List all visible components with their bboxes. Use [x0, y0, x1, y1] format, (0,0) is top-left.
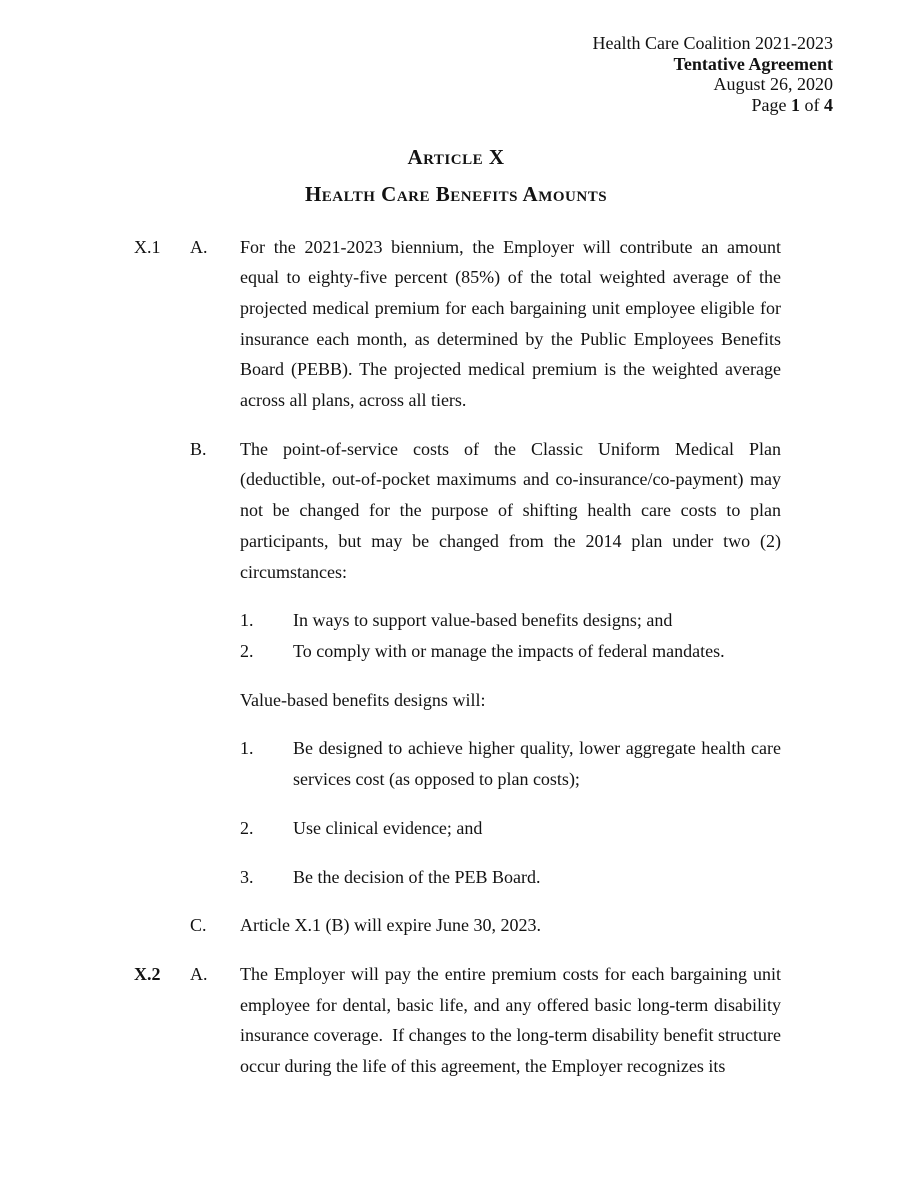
list-item: [240, 733, 786, 794]
section-number-x2: X.2: [134, 963, 161, 984]
list-item-number: 3.: [240, 866, 254, 887]
section-row-x1-b-list: [134, 605, 912, 666]
header-document-type: Tentative Agreement: [673, 53, 833, 74]
page-total: 4: [824, 94, 833, 115]
numbered-list: [240, 733, 786, 794]
spacer-cell: [134, 733, 190, 794]
list-item-number: 1.: [240, 738, 254, 759]
header-date: August 26, 2020: [713, 74, 833, 95]
list-item-number: 2.: [240, 817, 254, 838]
item-letter-x1-c: C.: [190, 915, 207, 936]
document-subject-title: Health Care Benefits Amounts: [304, 181, 608, 206]
section-row-x1-c: [134, 910, 912, 941]
header-organization: Health Care Coalition 2021-2023: [592, 33, 833, 53]
list-item: [240, 862, 781, 893]
list-item-number: 2.: [240, 641, 254, 661]
spacer-cell: [134, 605, 190, 666]
item-letter-x1-a: A.: [190, 236, 208, 257]
spacer-cell: [190, 605, 240, 666]
paragraph-x1-b: The point-of-service costs of the Classic Uniform Medical Plan (deductible, out-of-pocket maximums and co-insurance/co-payment) may not be changed for the purpose of shifting health care costs to plan participants, but may be changed from the 2014 plan under two (2) circumstances:: [240, 438, 786, 582]
spacer-cell: [190, 813, 240, 844]
document-body: [0, 232, 912, 1082]
paragraph-x1-c: Article X.1 (B) will expire June 30, 2023.: [240, 915, 541, 936]
list-item-number: 1.: [240, 610, 254, 631]
section-row-x1-a: [134, 232, 912, 416]
header-page-info: [0, 95, 833, 116]
spacer-cell: [190, 685, 240, 716]
title-block: [0, 139, 912, 212]
page-number: 1: [791, 94, 800, 115]
numbered-list: [240, 605, 781, 666]
list-item: [240, 636, 781, 667]
spacer-cell: [134, 910, 190, 941]
section-row-value-based-1: [134, 733, 912, 794]
item-letter-x1-b: B.: [190, 438, 207, 459]
numbered-list: [240, 813, 781, 844]
page-header: [0, 33, 833, 115]
spacer-cell: [190, 862, 240, 893]
item-letter-x2-a: A.: [190, 963, 208, 984]
of-word: of: [804, 94, 820, 115]
numbered-list: [240, 862, 781, 893]
section-row-x1-b: [134, 434, 912, 588]
spacer-cell: [134, 685, 190, 716]
list-item-text: Be the decision of the PEB Board.: [293, 866, 541, 887]
spacer-cell: [134, 434, 190, 588]
spacer-cell: [190, 733, 240, 794]
article-title: Article X: [407, 145, 505, 170]
section-number-x1: X.1: [134, 236, 161, 257]
spacer-cell: [134, 862, 190, 893]
list-item-text: Be designed to achieve higher quality, lower aggregate health care services cost (as opposed to plan costs);: [293, 738, 786, 790]
spacer-cell: [134, 813, 190, 844]
section-row-value-based-3: [134, 862, 912, 893]
paragraph-value-based-intro: Value-based benefits designs will:: [240, 689, 486, 710]
section-row-value-based-2: [134, 813, 912, 844]
list-item: [240, 605, 781, 636]
list-item-text: To comply with or manage the impacts of federal mandates.: [293, 641, 725, 661]
section-row-x2-a: [134, 959, 912, 1082]
paragraph-x1-a: For the 2021-2023 biennium, the Employer will contribute an amount equal to eighty-five percent (85%) of the total weighted average of the projected medical premium for each bargaining unit employee eligible for insurance each month, as determined by the Public Employees Benefits Board (PEBB). The projected medical premium is the weighted average across all plans, across all tiers.: [240, 236, 786, 411]
page-word: Page: [751, 94, 787, 115]
list-item: [240, 813, 781, 844]
paragraph-x2-a: The Employer will pay the entire premium costs for each bargaining unit employee for dental, basic life, and any offered basic long-term disability insurance coverage. If changes to the long-term disability benefit structure occur during the life of this agreement, the Employer recognizes its: [240, 963, 786, 1077]
list-item-text: In ways to support value-based benefits designs; and: [293, 610, 673, 631]
list-item-text: Use clinical evidence; and: [293, 817, 483, 838]
section-row-value-based-intro: [134, 685, 912, 716]
